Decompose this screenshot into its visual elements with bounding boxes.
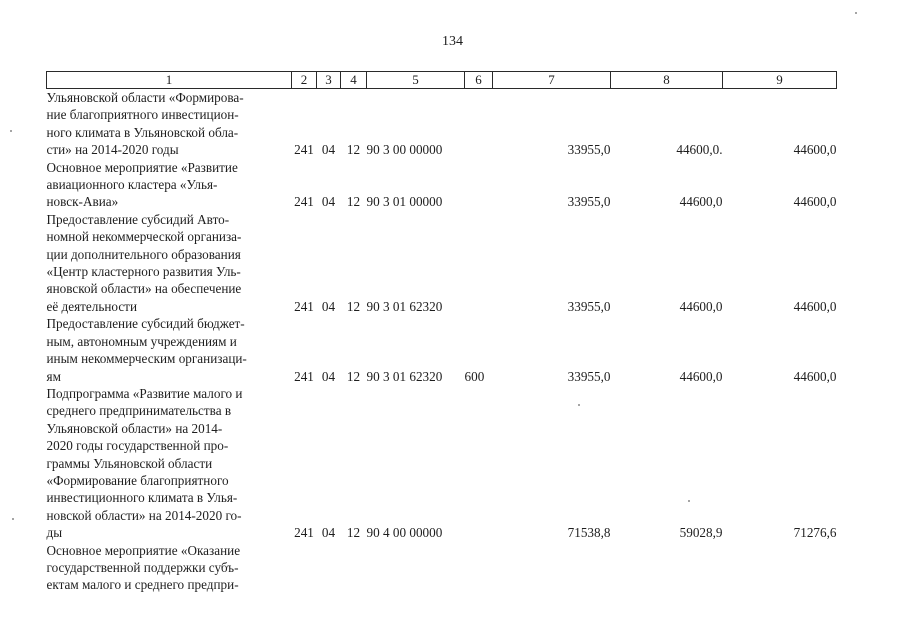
description-line: сти» на 2014-2020 годы [46,142,179,158]
table-row [47,159,837,211]
description-line: ного климата в Ульяновской обла- [46,124,239,140]
description-line: Подпрограмма «Развитие малого и [46,385,243,401]
header-cell-5: 5 [367,72,465,89]
col-4-cell [341,542,367,594]
scan-speck [10,130,12,132]
description-line: среднего предпринимательства в [46,403,232,419]
table-row [47,385,837,542]
col-4-cell: 12 [346,142,361,158]
description-line: Ульяновской области «Формирова- [46,90,244,105]
budget-table [46,71,837,594]
description-line: яновской области» на обеспечение [46,281,242,297]
amount-col-8: 44600,0 [679,194,723,210]
col-2-cell: 241 [294,298,314,314]
amount-col-7: 33955,0 [567,298,611,314]
col-3-cell: 04 [321,368,336,384]
col-6-cell: 600 [464,368,485,384]
header-cell-2: 2 [292,72,317,89]
scan-speck [12,518,14,520]
description-line: граммы Ульяновской области [46,455,213,471]
amount-col-9: 44600,0 [793,194,837,210]
header-cell-3: 3 [317,72,341,89]
col-2-cell: 241 [294,368,314,384]
description-line: новской области» на 2014-2020 го- [46,507,242,523]
header-cell-9: 9 [723,72,837,89]
col-6-cell [465,211,493,315]
row-description [47,89,292,159]
col-3-cell [317,542,341,594]
table-row [47,315,837,385]
description-line: Предоставление субсидий Авто- [46,211,230,227]
col-3-cell: 04 [321,194,336,210]
col-4-cell: 12 [346,194,361,210]
description-line: новск-Авиа» [46,194,119,210]
description-line: её деятельности [46,298,137,314]
description-line: ции дополнительного образования [46,246,241,262]
code-cell: 90 3 01 62320 [366,368,443,384]
description-line: ние благоприятного инвестицион- [46,107,239,123]
amount-col-7: 33955,0 [567,368,611,384]
row-description [47,385,292,542]
description-line: ектам малого и среднего предпри- [46,577,239,593]
table-row [47,542,837,594]
col-2-cell: 241 [294,142,314,158]
header-cell-7: 7 [493,72,611,89]
header-cell-4: 4 [341,72,367,89]
col-3-cell: 04 [321,142,336,158]
amount-col-9: 44600,0 [793,142,837,158]
col-4-cell: 12 [346,525,361,541]
col-3-cell: 04 [321,525,336,541]
amount-col-9 [723,542,837,594]
amount-col-8: 44600,0 [679,368,723,384]
amount-col-8 [611,542,723,594]
col-2-cell: 241 [294,194,314,210]
col-3-cell: 04 [321,298,336,314]
description-line: «Формирование благоприятного [46,472,229,488]
description-line: иным некоммерческим организаци- [46,351,247,367]
col-4-cell: 12 [346,368,361,384]
code-cell [367,542,465,594]
code-cell: 90 3 01 00000 [366,194,443,210]
col-2-cell [292,542,317,594]
amount-col-9: 44600,0 [793,368,837,384]
table-row [47,211,837,315]
col-4-cell: 12 [346,298,361,314]
header-cell-1: 1 [47,72,292,89]
description-line: Основное мероприятие «Оказание [46,542,241,558]
description-line: Основное мероприятие «Развитие [46,159,238,175]
row-description [47,211,292,315]
description-line: «Центр кластерного развития Уль- [46,264,241,280]
table-row [47,89,837,159]
description-line: ям [46,368,61,384]
description-line: государственной поддержки субъ- [46,559,239,575]
code-cell: 90 3 01 62320 [366,298,443,314]
col-2-cell: 241 [294,525,314,541]
header-cell-6: 6 [465,72,493,89]
amount-col-7: 33955,0 [567,142,611,158]
scan-speck [688,500,690,502]
description-line: авиационного кластера «Улья- [46,177,218,193]
amount-col-7: 71538,8 [567,525,611,541]
code-cell: 90 3 00 00000 [366,142,443,158]
scan-speck [855,12,857,14]
description-line: номной некоммерческой организа- [46,229,242,245]
description-line: ды [46,525,63,541]
description-line: инвестиционного климата в Улья- [46,490,238,506]
row-description [47,542,292,594]
col-6-cell [465,159,493,211]
amount-col-7: 33955,0 [567,194,611,210]
col-6-cell [465,385,493,542]
amount-col-7 [493,542,611,594]
code-cell: 90 4 00 00000 [366,525,443,541]
amount-col-9: 44600,0 [793,298,837,314]
description-line: ным, автономным учреждениям и [46,333,237,349]
scan-speck [578,404,580,406]
amount-col-9: 71276,6 [793,525,837,541]
amount-col-8: 44600,0 [679,298,723,314]
amount-col-8: 59028,9 [679,525,723,541]
row-description [47,315,292,385]
amount-col-8: 44600,0. [676,142,723,158]
header-cell-8: 8 [611,72,723,89]
description-line: Ульяновской области» на 2014- [46,420,223,436]
row-description [47,159,292,211]
header-row [47,72,837,89]
description-line: 2020 годы государственной про- [46,438,229,454]
page-number: 134 [442,34,463,49]
col-6-cell [465,542,493,594]
col-6-cell [465,89,493,159]
description-line: Предоставление субсидий бюджет- [46,316,245,332]
